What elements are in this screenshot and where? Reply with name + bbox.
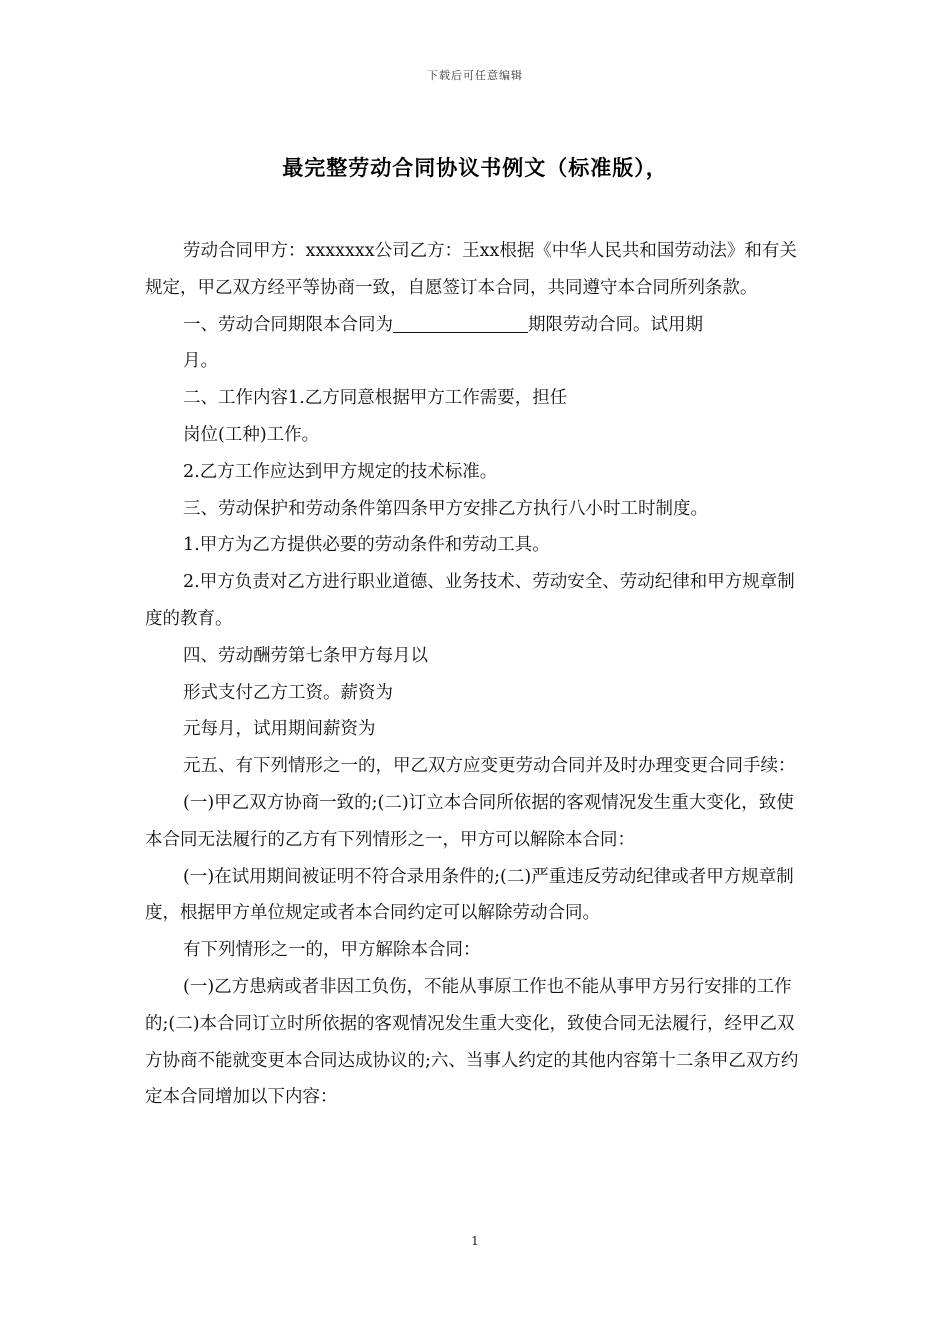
- page-header-note: 下载后可任意编辑: [427, 69, 523, 82]
- paragraph: 劳动合同甲方：xxxxxxx公司乙方：王xx根据《中华人民共和国劳动法》和有关规定，甲乙双方经平等协商一致，自愿签订本合同，共同遵守本合同所列条款。: [145, 241, 797, 298]
- paragraph: 岗位(工种)工作。: [183, 424, 320, 445]
- contract-term-text-after: 期限劳动合同。试用期: [528, 314, 703, 335]
- document-title: 最完整劳动合同协议书例文（标准版），: [282, 156, 668, 180]
- paragraph: (一)在试用期间被证明不符合录用条件的;(二)严重违反劳动纪律或者甲方规章制度，根据甲方单位规定或者本合同约定可以解除劳动合同。: [145, 866, 794, 924]
- page-number: 1: [471, 1234, 479, 1248]
- paragraph: 有下列情形之一的，甲方解除本合同：: [183, 940, 481, 961]
- paragraph: 月。: [183, 351, 218, 372]
- paragraph: (一)甲乙双方协商一致的;(二)订立本合同所依据的客观情况发生重大变化，致使本合同无法履行的乙方有下列情形之一，甲方可以解除本合同：: [145, 792, 794, 850]
- fill-in-blank-line: [393, 314, 528, 333]
- paragraph: 元五、有下列情形之一的，甲乙双方应变更劳动合同并及时办理变更合同手续：: [183, 756, 796, 777]
- contract-term-text: 一、劳动合同期限本合同为: [183, 314, 393, 335]
- paragraph: 1.甲方为乙方提供必要的劳动条件和劳动工具。: [183, 535, 550, 556]
- document-body: [145, 233, 810, 1116]
- paragraph: 三、劳动保护和劳动条件第四条甲方安排乙方执行八小时工时制度。: [183, 498, 708, 519]
- paragraph: 四、劳动酬劳第七条甲方每月以: [183, 645, 428, 666]
- paragraph-contract-term: [145, 307, 810, 344]
- paragraph: 元每月，试用期间薪资为: [183, 719, 376, 740]
- paragraph: 形式支付乙方工资。薪资为: [183, 682, 393, 703]
- paragraph: 二、工作内容1.乙方同意根据甲方工作需要，担任: [183, 388, 568, 409]
- paragraph: 2.甲方负责对乙方进行职业道德、业务技术、劳动安全、劳动纪律和甲方规章制度的教育。: [145, 572, 795, 629]
- paragraph: (一)乙方患病或者非因工负伤，不能从事原工作也不能从事甲方另行安排的工作的;(二)本合同订立时所依据的客观情况发生重大变化，致使合同无法履行，经甲乙双方协商不能就变更本合同达成协议的;六、当事人约定的其他内容第十二条甲乙双方约定本合同增加以下内容：: [145, 976, 799, 1108]
- paragraph: 2.乙方工作应达到甲方规定的技术标准。: [183, 461, 498, 482]
